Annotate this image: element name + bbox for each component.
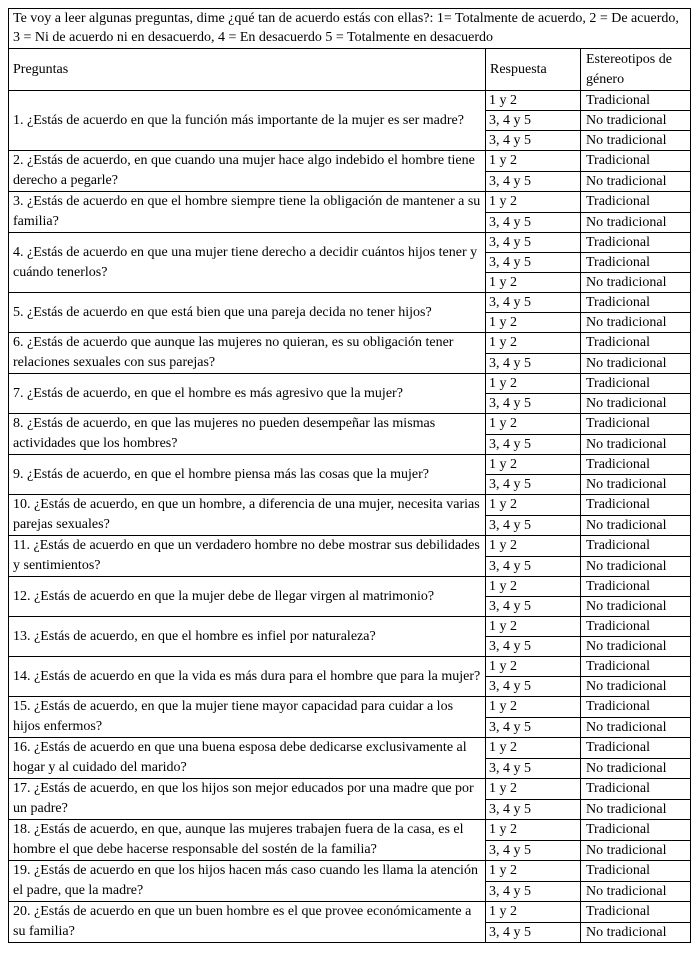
- table-row: [9, 902, 691, 923]
- table-row: [9, 536, 691, 557]
- table-row: [9, 820, 691, 841]
- stereotype-cell: No tradicional: [581, 434, 691, 455]
- stereotype-cell: Tradicional: [581, 414, 691, 435]
- table-row: [9, 738, 691, 759]
- stereotype-cell: No tradicional: [581, 475, 691, 495]
- question-text: 14. ¿Estás de acuerdo en que la vida es más dura para el hombre que para la mujer?: [9, 657, 486, 697]
- response-cell: 1 y 2: [486, 313, 581, 333]
- question-text: 9. ¿Estás de acuerdo, en que el hombre piensa más las cosas que la mujer?: [9, 455, 486, 495]
- stereotype-cell: No tradicional: [581, 171, 691, 192]
- question-text: 10. ¿Estás de acuerdo, en que un hombre, a diferencia de una mujer, necesita varias parejas sexuales?: [9, 495, 486, 536]
- question-text: 8. ¿Estás de acuerdo, en que las mujeres no pueden desempeñar las mismas actividades que los hombres?: [9, 414, 486, 455]
- stereotype-cell: Tradicional: [581, 253, 691, 273]
- question-text: 12. ¿Estás de acuerdo en que la mujer debe de llegar virgen al matrimonio?: [9, 577, 486, 617]
- stereotype-cell: Tradicional: [581, 820, 691, 841]
- stereotype-cell: No tradicional: [581, 799, 691, 820]
- question-text: 11. ¿Estás de acuerdo en que un verdadero hombre no debe mostrar sus debilidades y sentimientos?: [9, 536, 486, 577]
- response-cell: 3, 4 y 5: [486, 233, 581, 253]
- stereotype-cell: Tradicional: [581, 151, 691, 172]
- table-row: [9, 861, 691, 882]
- table-row: [9, 151, 691, 172]
- response-cell: 3, 4 y 5: [486, 434, 581, 455]
- response-cell: 3, 4 y 5: [486, 556, 581, 577]
- stereotype-cell: No tradicional: [581, 394, 691, 414]
- response-cell: 1 y 2: [486, 455, 581, 475]
- response-cell: 3, 4 y 5: [486, 840, 581, 861]
- stereotype-cell: No tradicional: [581, 922, 691, 943]
- stereotype-cell: Tradicional: [581, 657, 691, 677]
- question-text: 13. ¿Estás de acuerdo, en que el hombre es infiel por naturaleza?: [9, 617, 486, 657]
- response-cell: 1 y 2: [486, 374, 581, 394]
- table-row: [9, 657, 691, 677]
- response-cell: 1 y 2: [486, 192, 581, 213]
- response-cell: 3, 4 y 5: [486, 394, 581, 414]
- response-cell: 1 y 2: [486, 333, 581, 354]
- intro-text: Te voy a leer algunas preguntas, dime ¿qué tan de acuerdo estás con ellas?: 1= Totalmente de acuerdo, 2 = De acuerdo, 3 = Ni de acuerdo ni en desacuerdo, 4 = En desacuerdo 5 = Totalmente en desacuerdo: [9, 9, 691, 49]
- response-cell: 3, 4 y 5: [486, 111, 581, 131]
- response-cell: 1 y 2: [486, 151, 581, 172]
- response-cell: 3, 4 y 5: [486, 922, 581, 943]
- question-text: 19. ¿Estás de acuerdo en que los hijos hacen más caso cuando les llama la atención el padre, que la madre?: [9, 861, 486, 902]
- stereotype-cell: No tradicional: [581, 212, 691, 233]
- response-cell: 3, 4 y 5: [486, 515, 581, 536]
- question-text: 20. ¿Estás de acuerdo en que un buen hombre es el que provee económicamente a su familia?: [9, 902, 486, 943]
- stereotype-cell: No tradicional: [581, 881, 691, 902]
- question-text: 16. ¿Estás de acuerdo en que una buena esposa debe dedicarse exclusivamente al hogar y al cuidado del marido?: [9, 738, 486, 779]
- question-text: 7. ¿Estás de acuerdo, en que el hombre es más agresivo que la mujer?: [9, 374, 486, 414]
- stereotype-cell: Tradicional: [581, 455, 691, 475]
- response-cell: 3, 4 y 5: [486, 637, 581, 657]
- stereotype-cell: No tradicional: [581, 273, 691, 293]
- stereotype-cell: No tradicional: [581, 131, 691, 151]
- stereotype-cell: No tradicional: [581, 840, 691, 861]
- stereotype-cell: Tradicional: [581, 374, 691, 394]
- response-cell: 3, 4 y 5: [486, 717, 581, 738]
- question-text: 3. ¿Estás de acuerdo en que el hombre siempre tiene la obligación de mantener a su familia?: [9, 192, 486, 233]
- response-cell: 1 y 2: [486, 738, 581, 759]
- header-estereotipos: Estereotipos de género: [581, 49, 691, 91]
- table-row: [9, 293, 691, 313]
- stereotype-cell: Tradicional: [581, 902, 691, 923]
- stereotype-cell: Tradicional: [581, 333, 691, 354]
- response-cell: 3, 4 y 5: [486, 597, 581, 617]
- response-cell: 3, 4 y 5: [486, 799, 581, 820]
- stereotype-cell: No tradicional: [581, 515, 691, 536]
- table-row: [9, 374, 691, 394]
- response-cell: 1 y 2: [486, 617, 581, 637]
- stereotype-cell: No tradicional: [581, 717, 691, 738]
- table-row: [9, 233, 691, 253]
- response-cell: 1 y 2: [486, 820, 581, 841]
- question-text: 18. ¿Estás de acuerdo, en que, aunque las mujeres trabajen fuera de la casa, es el hombre el que debe hacerse responsable del sostén de la familia?: [9, 820, 486, 861]
- response-cell: 1 y 2: [486, 902, 581, 923]
- stereotype-cell: No tradicional: [581, 597, 691, 617]
- question-text: 17. ¿Estás de acuerdo, en que los hijos son mejor educados por una madre que por un padre?: [9, 779, 486, 820]
- intro-row: [9, 9, 691, 49]
- response-cell: 1 y 2: [486, 577, 581, 597]
- response-cell: 1 y 2: [486, 536, 581, 557]
- header-row: [9, 49, 691, 91]
- response-cell: 3, 4 y 5: [486, 758, 581, 779]
- response-cell: 3, 4 y 5: [486, 293, 581, 313]
- table-row: [9, 779, 691, 800]
- stereotype-cell: Tradicional: [581, 495, 691, 516]
- response-cell: 3, 4 y 5: [486, 353, 581, 374]
- response-cell: 1 y 2: [486, 273, 581, 293]
- response-cell: 3, 4 y 5: [486, 131, 581, 151]
- stereotype-cell: Tradicional: [581, 738, 691, 759]
- table-row: [9, 414, 691, 435]
- question-text: 1. ¿Estás de acuerdo en que la función más importante de la mujer es ser madre?: [9, 91, 486, 151]
- stereotype-cell: No tradicional: [581, 758, 691, 779]
- table-row: [9, 333, 691, 354]
- table-body: [9, 9, 691, 943]
- question-text: 15. ¿Estás de acuerdo, en que la mujer tiene mayor capacidad para cuidar a los hijos enfermos?: [9, 697, 486, 738]
- stereotype-cell: Tradicional: [581, 91, 691, 111]
- table-row: [9, 91, 691, 111]
- question-text: 6. ¿Estás de acuerdo que aunque las mujeres no quieran, es su obligación tener relaciones sexuales con sus parejas?: [9, 333, 486, 374]
- stereotype-cell: Tradicional: [581, 577, 691, 597]
- stereotype-cell: No tradicional: [581, 111, 691, 131]
- response-cell: 1 y 2: [486, 414, 581, 435]
- question-text: 4. ¿Estás de acuerdo en que una mujer tiene derecho a decidir cuántos hijos tener y cuándo tenerlos?: [9, 233, 486, 293]
- response-cell: 3, 4 y 5: [486, 677, 581, 697]
- stereotype-cell: Tradicional: [581, 697, 691, 718]
- table-row: [9, 192, 691, 213]
- header-respuesta: Respuesta: [486, 49, 581, 91]
- stereotype-cell: Tradicional: [581, 536, 691, 557]
- stereotype-cell: Tradicional: [581, 192, 691, 213]
- response-cell: 1 y 2: [486, 657, 581, 677]
- table-row: [9, 617, 691, 637]
- response-cell: 1 y 2: [486, 495, 581, 516]
- response-cell: 3, 4 y 5: [486, 253, 581, 273]
- stereotype-cell: Tradicional: [581, 861, 691, 882]
- response-cell: 3, 4 y 5: [486, 212, 581, 233]
- response-cell: 1 y 2: [486, 91, 581, 111]
- table-row: [9, 577, 691, 597]
- response-cell: 3, 4 y 5: [486, 171, 581, 192]
- response-cell: 1 y 2: [486, 779, 581, 800]
- stereotype-cell: Tradicional: [581, 617, 691, 637]
- stereotype-cell: No tradicional: [581, 637, 691, 657]
- stereotype-cell: No tradicional: [581, 556, 691, 577]
- response-cell: 1 y 2: [486, 861, 581, 882]
- questionnaire-table: [8, 8, 691, 943]
- stereotype-cell: Tradicional: [581, 779, 691, 800]
- header-preguntas: Preguntas: [9, 49, 486, 91]
- stereotype-cell: No tradicional: [581, 353, 691, 374]
- stereotype-cell: No tradicional: [581, 677, 691, 697]
- response-cell: 1 y 2: [486, 697, 581, 718]
- table-row: [9, 455, 691, 475]
- response-cell: 3, 4 y 5: [486, 881, 581, 902]
- question-text: 2. ¿Estás de acuerdo, en que cuando una mujer hace algo indebido el hombre tiene derecho a pegarle?: [9, 151, 486, 192]
- question-text: 5. ¿Estás de acuerdo en que está bien que una pareja decida no tener hijos?: [9, 293, 486, 333]
- stereotype-cell: Tradicional: [581, 293, 691, 313]
- table-row: [9, 697, 691, 718]
- stereotype-cell: No tradicional: [581, 313, 691, 333]
- table-row: [9, 495, 691, 516]
- response-cell: 3, 4 y 5: [486, 475, 581, 495]
- stereotype-cell: Tradicional: [581, 233, 691, 253]
